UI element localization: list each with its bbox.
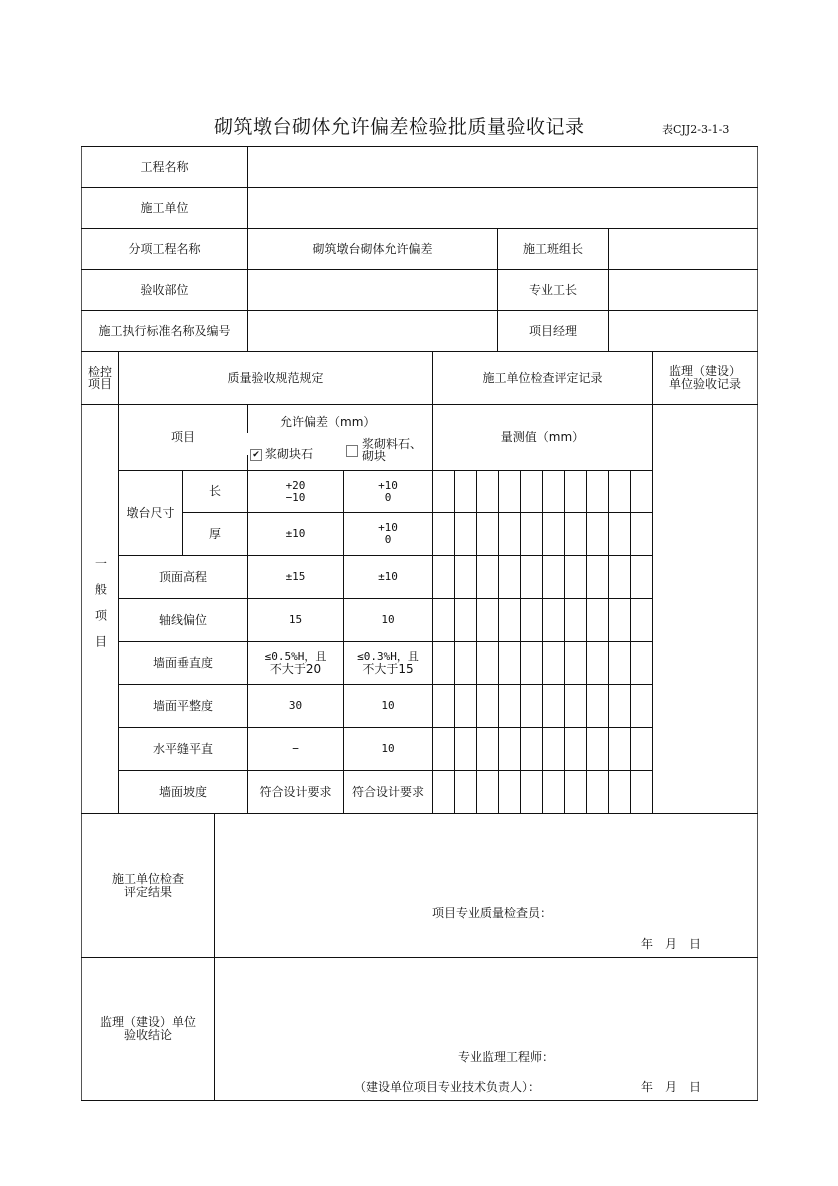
measured-value-cell[interactable] [565, 728, 586, 770]
allowable-value-line: 0 [384, 533, 392, 546]
row-item-label: 轴线偏位 [158, 612, 207, 627]
measured-value-cell[interactable] [499, 642, 520, 684]
option2-label-line1: 浆砌料石、 [362, 437, 423, 451]
team-leader-label: 施工班组长 [522, 241, 583, 256]
allowable-value [344, 642, 432, 684]
form-title: 砌筑墩台砌体允许偏差检验批质量验收记录 [214, 116, 585, 138]
control-item-header: 检控项目 [87, 365, 112, 391]
allowable-value-line: ≤0.5%H，且 [264, 650, 327, 663]
allowable-value-line: 30 [288, 699, 303, 712]
measured-value-cell[interactable] [477, 556, 498, 598]
pm-label: 项目经理 [528, 323, 577, 338]
measured-value-cell[interactable] [565, 642, 586, 684]
grid-line [182, 470, 183, 556]
row-item-label: 长 [208, 484, 221, 498]
measured-value-cell[interactable] [631, 685, 652, 727]
construction-unit-label: 施工单位 [140, 200, 189, 215]
acceptance-part-field[interactable] [248, 270, 497, 310]
grid-line [118, 555, 653, 556]
pm-field[interactable] [609, 311, 757, 351]
standard-field[interactable] [248, 311, 497, 351]
allowable-header: 允许偏差（mm） [280, 415, 376, 429]
allowable-value-line: ±10 [378, 570, 398, 583]
grid-line [497, 228, 498, 352]
allowable-value-line: 不大于15 [362, 662, 414, 676]
grid-line [81, 813, 758, 814]
measured-value-cell[interactable] [433, 728, 454, 770]
supervisor-conclusion-line2: 验收结论 [123, 1028, 172, 1042]
allowable-value-line: ±10 [285, 527, 306, 540]
measured-value-cell[interactable] [631, 771, 652, 813]
allowable-value-line: 0 [384, 490, 392, 504]
grid-line [630, 470, 631, 814]
measured-value-cell[interactable] [499, 513, 520, 555]
measured-value-cell[interactable] [521, 471, 542, 512]
grid-line [81, 404, 758, 405]
measured-value-cell[interactable] [477, 513, 498, 555]
acceptance-part-label: 验收部位 [140, 282, 189, 297]
allowable-value-line: 10 [381, 742, 395, 755]
measured-value-cell[interactable] [631, 728, 652, 770]
allowable-value-line: +10 [378, 478, 398, 492]
measured-value-cell[interactable] [455, 642, 476, 684]
row-item-label: 墙面平整度 [152, 698, 213, 713]
grid-line [564, 470, 565, 814]
measured-value-cell[interactable] [521, 728, 542, 770]
standard-label: 施工执行标准名称及编号 [98, 323, 231, 338]
measured-value-cell[interactable] [587, 728, 608, 770]
measured-value-cell[interactable] [543, 728, 564, 770]
allowable-value-line: 15 [288, 613, 303, 626]
grid-line [81, 187, 758, 188]
row-item-label: 墙面垂直度 [152, 655, 213, 670]
subitem-value: 砌筑墩台砌体允许偏差 [312, 241, 433, 256]
measured-value-cell[interactable] [521, 685, 542, 727]
contractor-result-line2: 评定结果 [123, 884, 172, 899]
grid-line [343, 470, 344, 814]
supervisor-record-header [653, 352, 757, 404]
measured-value-cell[interactable] [499, 771, 520, 813]
grid-line [586, 470, 587, 814]
general-items-text: 一般项目 [93, 557, 108, 661]
allowable-value [248, 556, 343, 598]
grid-line [81, 310, 758, 311]
grid-line [118, 727, 653, 728]
grid-line [520, 470, 521, 814]
allowable-value-line: +10 [378, 521, 398, 534]
dimension-group-label: 墩台尺寸 [126, 505, 175, 520]
measured-value-cell[interactable] [587, 471, 608, 512]
grid-line [182, 512, 653, 513]
subitem-label: 分项工程名称 [128, 241, 201, 256]
measured-value-cell[interactable] [609, 513, 630, 555]
foreman-field[interactable] [609, 270, 757, 310]
measured-value-cell[interactable] [433, 771, 454, 813]
measured-value-cell[interactable] [543, 685, 564, 727]
grid-line [118, 598, 653, 599]
measured-value-cell[interactable] [543, 599, 564, 641]
measured-value-cell[interactable] [565, 556, 586, 598]
allowable-value-line: ≤0.3%H，且 [357, 650, 419, 663]
measured-value-cell[interactable] [631, 513, 652, 555]
allowable-value-line: − [292, 742, 299, 755]
grid-line [81, 228, 758, 229]
row-item-label: 顶面高程 [158, 569, 207, 584]
supervisor-date[interactable]: 年 月 日 [641, 1080, 702, 1094]
owner-rep-signature[interactable]: （建设单位项目专业技术负责人）： [354, 1080, 541, 1094]
allowable-value-line: −10 [285, 490, 306, 504]
measured-value-cell[interactable] [587, 642, 608, 684]
measured-value-cell[interactable] [455, 728, 476, 770]
measured-value-cell[interactable] [565, 599, 586, 641]
measured-value-cell[interactable] [631, 471, 652, 512]
measured-value-cell[interactable] [609, 771, 630, 813]
measured-value-cell[interactable] [631, 599, 652, 641]
grid-line [498, 470, 499, 814]
measured-value-cell[interactable] [499, 471, 520, 512]
measured-value-cell[interactable] [477, 771, 498, 813]
grid-line [247, 404, 248, 433]
measured-value-cell[interactable] [499, 556, 520, 598]
measured-value-cell[interactable] [609, 685, 630, 727]
grid-line [247, 146, 248, 352]
measured-value-cell[interactable] [587, 513, 608, 555]
grid-line [214, 813, 215, 1101]
measured-value-cell[interactable] [543, 642, 564, 684]
measured-value-cell[interactable] [477, 599, 498, 641]
inspector-signature[interactable]: 项目专业质量检查员： [432, 906, 553, 920]
quality-spec-header: 质量验收规范规定 [227, 370, 324, 385]
allowable-value-line: 符合设计要求 [259, 785, 332, 799]
grid-line [432, 351, 433, 814]
allowable-value-line: +20 [285, 478, 306, 492]
option1-label: 浆砌块石 [265, 447, 314, 461]
measured-value-cell[interactable] [433, 685, 454, 727]
measured-value-cell[interactable] [477, 685, 498, 727]
measured-value-cell[interactable] [433, 599, 454, 641]
measured-value-cell[interactable] [455, 771, 476, 813]
allowable-value [248, 471, 343, 512]
item-header: 项目 [170, 430, 195, 444]
measured-value-cell[interactable] [543, 513, 564, 555]
grid-line [118, 770, 653, 771]
measured-value-cell[interactable] [521, 556, 542, 598]
allowable-value-line: ±15 [285, 570, 306, 583]
measured-value-cell[interactable] [433, 513, 454, 555]
project-name-label: 工程名称 [140, 159, 189, 174]
grid-line [81, 351, 758, 352]
measured-value-cell[interactable] [631, 642, 652, 684]
grid-line [542, 470, 543, 814]
allowable-value [344, 728, 432, 770]
grid-line [454, 470, 455, 814]
contractor-date[interactable]: 年 月 日 [641, 937, 702, 951]
measured-value-cell[interactable] [455, 471, 476, 512]
allowable-value-line: 符合设计要求 [351, 785, 424, 799]
grid-line [118, 641, 653, 642]
measured-value-cell[interactable] [521, 599, 542, 641]
grid-line [476, 470, 477, 814]
grid-line [118, 684, 653, 685]
row-item-label: 厚 [208, 526, 221, 541]
allowable-value [344, 771, 432, 813]
contractor-result-label [82, 814, 214, 957]
general-items-label [82, 405, 118, 813]
allowable-value [248, 513, 343, 555]
measured-value-cell[interactable] [433, 642, 454, 684]
allowable-value-line: 不大于20 [269, 662, 322, 676]
measured-value-cell[interactable] [543, 556, 564, 598]
measured-value-cell[interactable] [609, 642, 630, 684]
grid-line [247, 455, 248, 814]
measured-value-cell[interactable] [587, 685, 608, 727]
grid-line [81, 269, 758, 270]
supervisor-record-field[interactable] [653, 405, 757, 813]
grid-line [118, 470, 653, 471]
supervisor-record-line1: 监理（建设） [668, 364, 741, 378]
allowable-value [248, 685, 343, 727]
measured-value-cell[interactable] [477, 471, 498, 512]
measured-value-cell[interactable] [543, 771, 564, 813]
allowable-value [248, 599, 343, 641]
contractor-record-header: 施工单位检查评定记录 [482, 370, 603, 385]
measured-value-cell[interactable] [587, 771, 608, 813]
measured-value-cell[interactable] [499, 685, 520, 727]
measured-value-cell[interactable] [565, 685, 586, 727]
measured-value-cell[interactable] [455, 556, 476, 598]
measured-value-cell[interactable] [609, 599, 630, 641]
allowable-value [248, 728, 343, 770]
measured-value-cell[interactable] [433, 556, 454, 598]
grid-line [81, 957, 758, 958]
form-code: 表CJJ2-3-1-3 [662, 123, 730, 136]
measured-value-cell[interactable] [543, 471, 564, 512]
contractor-result-line1: 施工单位检查 [111, 871, 184, 886]
measured-value-cell[interactable] [631, 556, 652, 598]
option2-label-line2: 砌块 [362, 449, 387, 463]
measured-value-cell[interactable] [565, 771, 586, 813]
allowable-value [248, 642, 343, 684]
empty-checkbox-icon[interactable] [346, 445, 358, 457]
grid-line [81, 1100, 758, 1101]
measured-value-cell[interactable] [565, 513, 586, 555]
team-leader-field[interactable] [609, 229, 757, 269]
measured-value-cell[interactable] [477, 642, 498, 684]
construction-unit-field[interactable] [248, 188, 757, 228]
measured-value-cell[interactable] [587, 556, 608, 598]
project-name-field[interactable] [248, 147, 757, 187]
allowable-value [344, 556, 432, 598]
grid-line [81, 146, 758, 147]
allowable-value [344, 685, 432, 727]
foreman-label: 专业工长 [528, 282, 577, 297]
allowable-value [248, 771, 343, 813]
option1-checkbox[interactable] [250, 445, 313, 462]
allowable-value-line: 10 [381, 613, 395, 626]
supervisor-conclusion-label [82, 958, 214, 1100]
measured-value-cell[interactable] [499, 599, 520, 641]
measured-value-cell[interactable] [455, 599, 476, 641]
measured-value-cell[interactable] [565, 471, 586, 512]
row-item-label: 墙面坡度 [158, 784, 207, 799]
check-icon[interactable]: ✔ [250, 449, 262, 461]
grid-line [118, 351, 119, 814]
measured-value-cell[interactable] [455, 513, 476, 555]
allowable-value [344, 471, 432, 512]
measured-value-cell[interactable] [609, 471, 630, 512]
measured-value-cell[interactable] [521, 642, 542, 684]
allowable-value [344, 599, 432, 641]
grid-line [652, 351, 653, 814]
measured-value-cell[interactable] [587, 599, 608, 641]
allowable-value-line: 10 [381, 699, 395, 712]
supervisor-conclusion-line1: 监理（建设）单位 [99, 1015, 196, 1029]
supervisor-record-line2: 单位验收记录 [668, 377, 741, 391]
engineer-signature[interactable]: 专业监理工程师： [458, 1050, 555, 1064]
measured-value-cell[interactable] [477, 728, 498, 770]
row-item-label: 水平缝平直 [152, 741, 213, 756]
grid-line [608, 470, 609, 814]
measured-value-cell[interactable] [521, 513, 542, 555]
allowable-value [344, 513, 432, 555]
measured-value-cell[interactable] [521, 771, 542, 813]
measured-value-cell[interactable] [609, 556, 630, 598]
measured-header: 量测值（mm） [500, 430, 585, 444]
measured-value-cell[interactable] [609, 728, 630, 770]
grid-line [608, 228, 609, 352]
measured-value-cell[interactable] [433, 471, 454, 512]
option2-checkbox[interactable] [346, 438, 422, 462]
measured-value-cell[interactable] [499, 728, 520, 770]
measured-value-cell[interactable] [455, 685, 476, 727]
